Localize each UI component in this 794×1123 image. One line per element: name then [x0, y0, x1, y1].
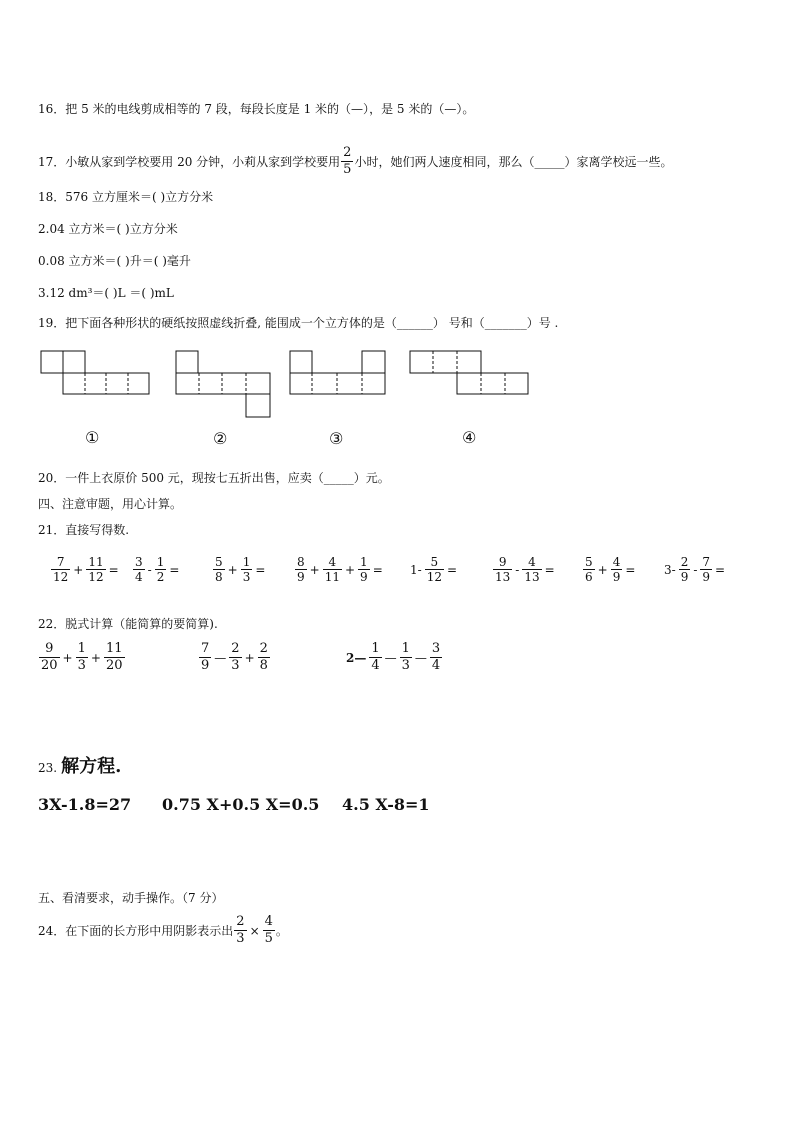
- q21-expression-8: 3- $\frac{2}{9}$ - $\frac{7}{9}$ =: [664, 555, 726, 584]
- q23-equation-2: 0.75 X+0.5 X=0.5: [162, 795, 320, 814]
- question-22: 22．脱式计算（能简算的要简算).: [38, 617, 218, 631]
- cube-net-2: [175, 350, 273, 420]
- q17-text-after: 小时，她们两人速度相同，那么（_____）家离学校远一些。: [354, 155, 673, 169]
- cube-net-1: [40, 350, 152, 396]
- q17-text-before: 17．小敏从家到学校要用 20 分钟，小莉从家到学校要用: [38, 155, 341, 169]
- q17-frac-den: 5: [343, 162, 352, 177]
- q22-expression-3: 2— $\frac{1}{4}$ — $\frac{1}{3}$ — $\frac{3}{4}$: [346, 641, 441, 673]
- question-18-line4: 3.12 dm³＝( )L ＝( )mL: [38, 286, 174, 300]
- question-24: [38, 914, 288, 947]
- q21-expression-7: $\frac{5}{6}$ + $\frac{4}{9}$ =: [585, 555, 636, 584]
- q21-expression-6: $\frac{9}{13}$ - $\frac{4}{13}$ =: [495, 555, 555, 584]
- q24-operator: ×: [249, 923, 260, 938]
- q21-expression-3: $\frac{5}{8}$ + $\frac{1}{3}$ =: [215, 555, 266, 584]
- q24-text-before: 24．在下面的长方形中用阴影表示出: [38, 924, 234, 938]
- q23-title: 解方程.: [61, 756, 122, 777]
- question-19: 19．把下面各种形状的硬纸按照虚线折叠, 能围成一个立方体的是（______） 号和（_______）号 .: [38, 316, 559, 330]
- cube-net-3: [289, 350, 387, 396]
- net-label-3: ③: [329, 429, 344, 448]
- question-20: 20．一件上衣原价 500 元，现按七五折出售，应卖（_____）元。: [38, 471, 390, 485]
- net-label-4: ④: [462, 428, 477, 447]
- section-4-heading: 四、注意审题，用心计算。: [38, 497, 183, 511]
- section-5-heading: 五、看清要求，动手操作。（7 分）: [38, 891, 224, 905]
- q23-equation-1: 3X-1.8=27: [38, 795, 132, 814]
- question-18-line3: 0.08 立方米＝( )升＝( )毫升: [38, 254, 191, 268]
- question-17: [38, 145, 672, 178]
- net-label-2: ②: [213, 429, 228, 448]
- q24-fraction-a: $\frac{2}{3}$: [236, 914, 245, 946]
- q21-expression-1: $\frac{7}{12}$ + $\frac{11}{12}$ =: [53, 555, 119, 584]
- q21-expression-4: $\frac{8}{9}$ + $\frac{4}{11}$ + $\frac{1}{9}$ =: [297, 555, 383, 584]
- q22-expression-1: $\frac{9}{20}$ + $\frac{1}{3}$ + $\frac{11}{20}$: [41, 641, 123, 673]
- q23-equation-3: 4.5 X-8=1: [342, 795, 430, 814]
- q17-fraction: [341, 145, 353, 178]
- q17-frac-num: 2: [343, 145, 352, 160]
- q24-fraction-b: $\frac{4}{5}$: [264, 914, 273, 946]
- net-label-1: ①: [85, 428, 100, 447]
- question-18-line2: 2.04 立方米＝( )立方分米: [38, 222, 178, 236]
- cube-net-4: [409, 350, 531, 396]
- q22-expression-2: $\frac{7}{9}$ — $\frac{2}{3}$ + $\frac{2}{8}$: [201, 641, 268, 673]
- question-16: 16．把 5 米的电线剪成相等的 7 段，每段长度是 1 米的（—），是 5 米的（—）。: [38, 102, 475, 116]
- question-18-line1: 18．576 立方厘米＝( )立方分米: [38, 190, 214, 204]
- question-23-heading: [38, 752, 121, 778]
- q21-expression-2: $\frac{3}{4}$ - $\frac{1}{2}$ =: [135, 555, 180, 584]
- q24-text-after: 。: [275, 924, 288, 938]
- question-21: 21．直接写得数.: [38, 523, 130, 537]
- q23-number: 23.: [38, 761, 58, 775]
- q21-expression-5: 1- $\frac{5}{12}$ =: [410, 555, 458, 584]
